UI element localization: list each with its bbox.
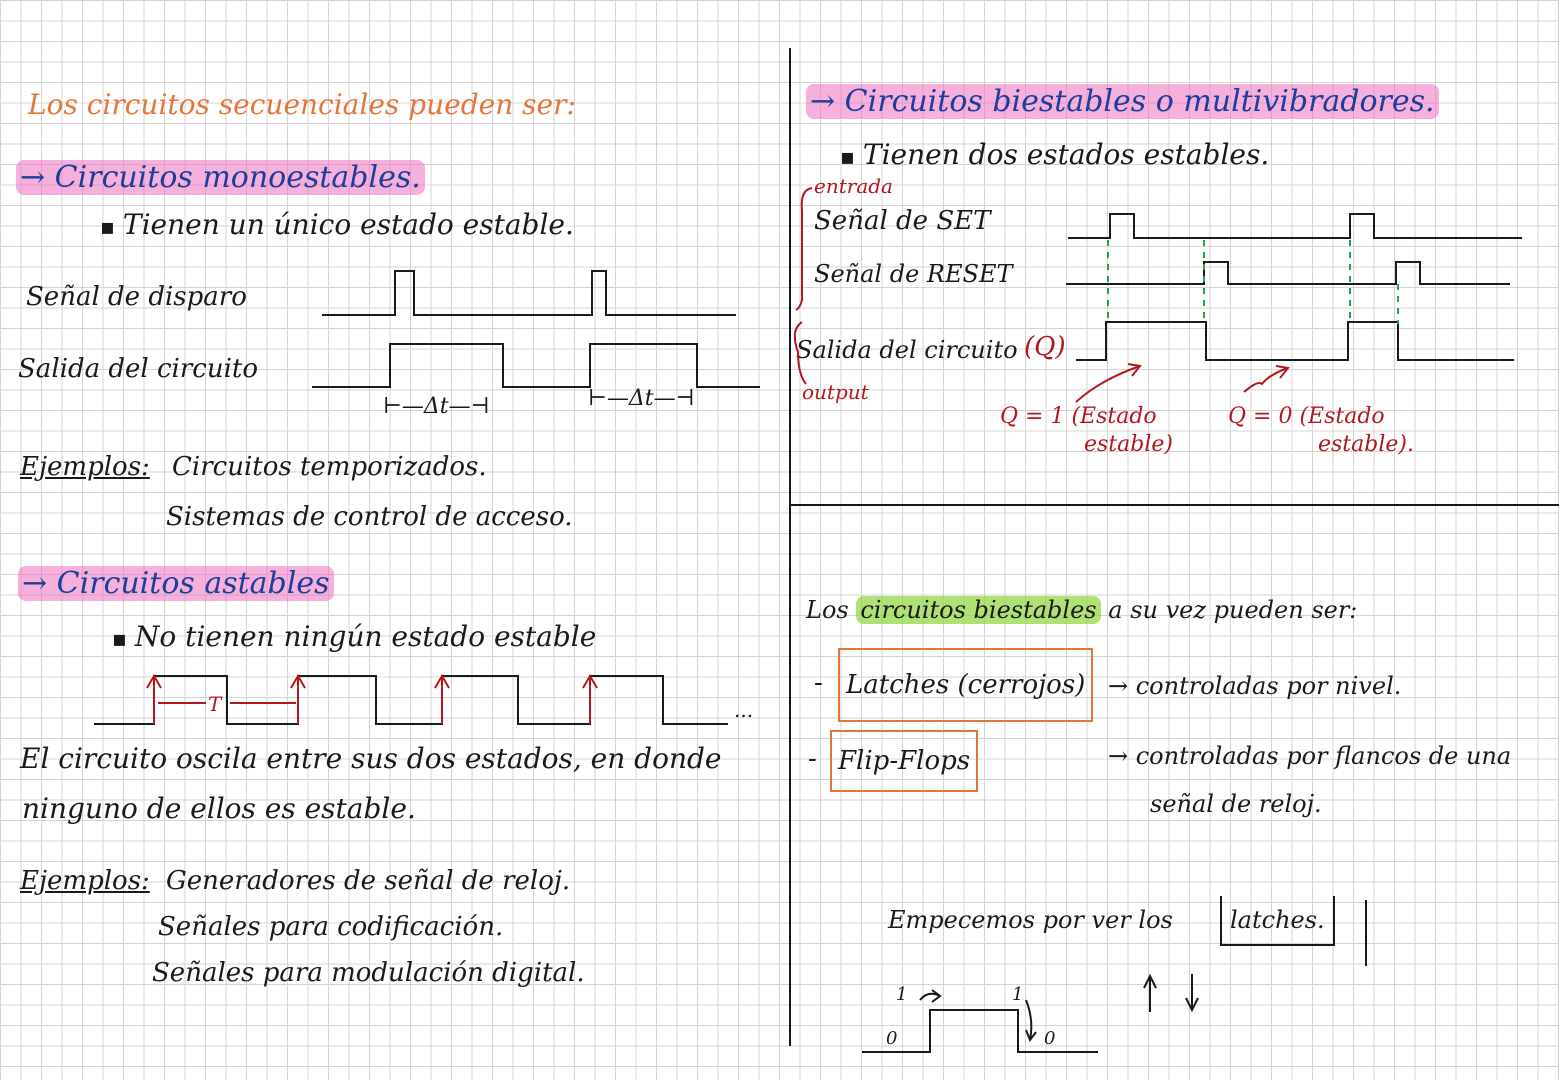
examples-label-1: Ejemplos: [20, 452, 150, 482]
output-label: output [802, 380, 869, 404]
intro-heading: Los circuitos secuenciales pueden ser: [28, 88, 576, 121]
astables-desc-line1: El circuito oscila entre sus dos estados, en donde [20, 742, 722, 775]
edge-one-right: 1 [1012, 984, 1024, 1005]
monoestables-heading-text: → Circuitos monoestables. [16, 160, 425, 195]
biestables-heading-text: → Circuitos biestables o multivibradores. [806, 84, 1439, 119]
edge-zero-left: 0 [886, 1028, 898, 1049]
sync-dashes [1108, 240, 1398, 324]
monostable-output-waveform [312, 344, 760, 387]
biestables-bullet: ▪ Tienen dos estados estables. [840, 138, 1269, 171]
edge-one-left: 1 [896, 984, 908, 1005]
astables-desc-line2: ninguno de ellos es estable. [22, 792, 416, 825]
rising-edge-arrows [147, 676, 597, 724]
q1-label: Q = 1 (Estado [1000, 404, 1157, 429]
flipflops-desc2: señal de reloj. [1150, 790, 1322, 818]
label-salida-circuito: Salida del circuito [18, 354, 258, 384]
examples-label-2: Ejemplos: [20, 866, 150, 896]
label-set: Señal de SET [814, 206, 991, 236]
label-reset: Señal de RESET [814, 260, 1013, 288]
example-temporizados: Circuitos temporizados. [172, 452, 487, 482]
dash-flipflops: - [808, 744, 817, 774]
example-modulacion: Señales para modulación digital. [152, 958, 585, 988]
astables-heading-text: → Circuitos astables [18, 566, 334, 601]
input-brace [796, 188, 812, 310]
astables-bullet: ▪ No tienen ningún estado estable [112, 620, 596, 653]
monoestables-bullet: ▪ Tienen un único estado estable. [100, 208, 574, 241]
q1-label-cont: estable) [1084, 432, 1173, 457]
output-brace [795, 322, 806, 384]
label-salida: Salida del circuito [796, 336, 1018, 364]
reset-waveform [1066, 262, 1510, 284]
flipflops-desc1: → controladas por flancos de una [1108, 742, 1512, 770]
entrada-label: entrada [814, 174, 893, 198]
set-waveform [1068, 214, 1522, 238]
astable-waveform [94, 676, 728, 724]
start-latches-box: latches. [1220, 896, 1335, 946]
state-arrows [1076, 364, 1288, 402]
latches-box: Latches (cerrojos) [838, 648, 1093, 722]
example-reloj: Generadores de señal de reloj. [166, 866, 571, 896]
types-intro-highlight: circuitos biestables [856, 596, 1100, 624]
edge-zero-right: 0 [1044, 1028, 1056, 1049]
types-intro-post: a su vez pueden ser: [1108, 596, 1358, 624]
types-intro-pre: Los [806, 596, 849, 624]
label-senal-disparo: Señal de disparo [26, 282, 247, 312]
start-text: Empecemos por ver los [888, 906, 1173, 934]
flipflops-box: Flip-Flops [830, 730, 978, 792]
q0-label-cont: estable). [1318, 432, 1414, 457]
example-control-acceso: Sistemas de control de acceso. [166, 502, 573, 532]
q0-label: Q = 0 (Estado [1228, 404, 1385, 429]
delta-t-label-1: ⊢—Δt—⊣ [383, 394, 490, 419]
example-codificacion: Señales para codificación. [158, 912, 504, 942]
up-down-arrows [1144, 974, 1198, 1012]
latches-desc: → controladas por nivel. [1108, 672, 1402, 700]
edge-sketch [862, 1010, 1098, 1052]
period-label: T [208, 692, 222, 716]
q-waveform [1076, 322, 1514, 360]
dash-latches: - [814, 668, 823, 698]
trigger-waveform [322, 271, 736, 315]
label-q: (Q) [1024, 332, 1066, 362]
ellipsis: ... [734, 698, 754, 722]
delta-t-label-2: ⊢—Δt—⊣ [588, 386, 695, 411]
